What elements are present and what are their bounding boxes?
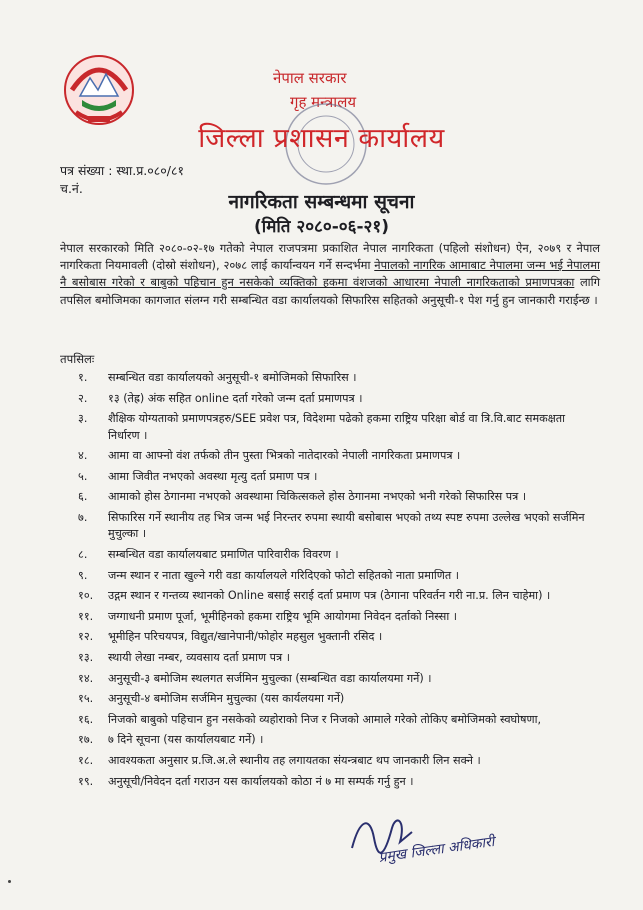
signatory-title: प्रमुख जिल्ला अधिकारी [377,833,496,867]
list-item [78,671,598,687]
item-text: सम्बन्धित वडा कार्यालयको अनुसूची-१ बमोजिमको सिफारिस । [108,371,357,384]
item-text: ७ दिने सूचना (यस कार्यालयबाट गर्ने) । [108,733,264,747]
item-text: अनुसूची-३ बमोजिम स्थलगत सर्जमिन मुचुल्का (सम्बन्धित वडा कार्यालयमा गर्ने) । [108,671,432,685]
item-text: आमा वा आफ्नो वंश तर्फको तीन पुस्ता भित्रको नातेदारको नेपाली नागरिकता प्रमाणपत्र । [108,449,461,463]
notice-paragraph [60,240,600,309]
item-text: १३ (तेह्र) अंक सहित online दर्ता गरेको जन्म दर्ता प्रमाणपत्र । [108,391,363,405]
scan-speck [8,880,11,883]
item-number: ९. [78,568,88,582]
list-item [78,732,598,748]
office-title: जिल्ला प्रशासन कार्यालय [198,123,445,154]
list-item [78,588,598,604]
notice-date: (मिति २०८०-०६-२१) [254,217,389,237]
item-number: ११. [78,609,94,623]
item-text: सिफारिस गर्ने स्थानीय तह भित्र जन्म भई निरन्तर रुपमा स्थायी बसोबास भएको तथ्य स्पष्ट रुपमा उल्लेख भएको सर्जमिन मुचुल्का । [108,510,585,541]
requirements-list [78,370,598,794]
list-item [78,712,598,728]
item-text: अनुसूची-४ बमोजिम सर्जमिन मुचुल्का (यस कार्यलयमा गर्ने) [108,692,345,706]
letter-number: पत्र संख्या : स्था.प्र.०८०/८१ [60,163,184,178]
item-text: जग्गाधनी प्रमाण पूर्जा, भूमीहिनको हकमा राष्ट्रिय भूमि आयोगमा निवेदन दर्ताको निस्सा । [108,609,458,623]
item-text: अनुसूची/निवेदन दर्ता गराउन यस कार्यालयको कोठा नं ७ मा सम्पर्क गर्नु हुन । [108,774,414,788]
list-item [78,510,598,543]
item-text: निजको बाबुको पहिचान हुन नसकेको व्यहोराको निज र निजको आमाले गरेको तोकिए बमोजिमको स्वघोषणा, [108,712,542,726]
item-text: शैक्षिक योग्यताको प्रमाणपत्रहरु/SEE प्रवेश पत्र, विदेशमा पढेको हकमा राष्ट्रिय परिक्षा बोर्ड वा त्रि.वि.बाट समकक्षता निर्धारण । [108,412,566,442]
list-item [78,489,598,505]
item-number: ५. [78,469,88,483]
dispatch-number: च.नं. [60,181,83,196]
item-number: १०. [78,589,94,603]
item-number: ७. [78,510,88,524]
ministry-name: गृह मन्त्रालय [290,93,357,111]
item-number: ३. [78,412,88,426]
item-text: आमा जिवीत नभएको अवस्था मृत्यु दर्ता प्रमाण पत्र । [108,469,318,483]
item-text: आवश्यकता अनुसार प्र.जि.अ.ले स्थानीय तह लगायतका संयन्त्रबाट थप जानकारी लिन सक्ने । [108,753,481,767]
item-text: उद्गम स्थान र गन्तव्य स्थानको Online बसाई सराई दर्ता प्रमाण पत्र (ठेगाना परिवर्तन गरी ना.प्र. लिन चाहेमा) । [108,589,551,603]
item-number: २. [78,391,88,405]
notice-title: नागरिकता सम्बन्धमा सूचना [228,191,415,213]
list-item [78,411,598,444]
list-item [78,753,598,769]
item-number: १. [78,371,88,384]
list-item [78,650,598,666]
item-number: ८. [78,547,88,561]
item-text: जन्म स्थान र नाता खुल्ने गरी वडा कार्यालयले गरिदिएको फोटो सहितको नाता प्रमाणित । [108,568,460,582]
list-item [78,448,598,464]
item-number: १२. [78,630,94,644]
nepal-emblem-icon [62,50,136,128]
item-text: आमाको होस ठेगानमा नभएको अवस्थामा चिकित्सकले होस ठेगानमा नभएको भनी गरेको सिफारिस पत्र । [108,490,527,504]
list-item [78,609,598,625]
item-text: भूमीहिन परिचयपत्र, विद्युत/खानेपानी/फोहोर महसुल भुक्तानी रसिद । [108,630,383,644]
paragraph-underlined: नेपालको नागरिक आमाबाट नेपालमा जन्म भई नेपालमा नै बसोबास गरेको र बाबुको पहिचान हुन नसकेको व्यक्तिको हकमा वंशजको आधारमा नेपाली नागरिकताको प्रमाणपत्रका [60,258,600,290]
item-number: ४. [78,449,88,463]
list-item [78,568,598,584]
list-item [78,370,598,386]
list-item [78,547,598,563]
item-number: ६. [78,490,88,504]
list-item [78,469,598,485]
list-item [78,774,598,790]
list-label: तपसिलः [60,352,95,366]
item-number: १७. [78,733,94,747]
list-item [78,629,598,645]
list-item [78,691,598,707]
government-name: नेपाल सरकार [273,69,347,87]
item-number: १६. [78,712,94,726]
item-number: १५. [78,692,94,706]
item-number: १३. [78,650,94,664]
paragraph-part-2: लागि तपसिल बमोजिमका कागजात संलग्न गरी सम्बन्धित वडा कार्यालयको सिफारिस सहितको अनुसूची-१ पेश गर्नु हुन जानकारी गराईन्छ । [60,275,600,307]
item-number: १४. [78,671,94,685]
item-number: १८. [78,753,94,767]
item-number: १९. [78,774,94,788]
paragraph-part-1: नेपाल सरकारको मिति २०८०-०२-१७ गतेको नेपाल राजपत्रमा प्रकाशित नेपाल नागरिकता (पहिलो संशोधन) ऐन, २०७९ र नेपाल नागरिकता नियमावली (दोस्रो संशोधन), २०७८ लाई कार्यान्वयन गर्ने सन्दर्भमा [60,241,600,273]
item-text: सम्बन्धित वडा कार्यालयबाट प्रमाणित पारिवारीक विवरण । [108,547,339,561]
list-item [78,391,598,407]
item-text: स्थायी लेखा नम्बर, व्यवसाय दर्ता प्रमाण पत्र । [108,650,290,664]
